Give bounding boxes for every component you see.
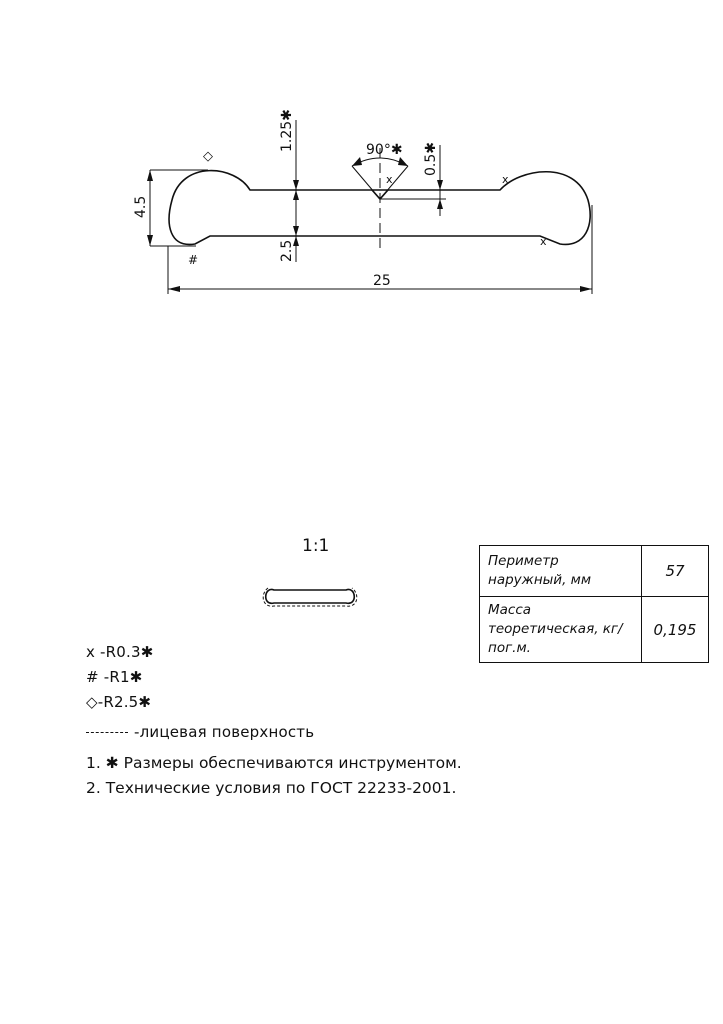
mark-hash: # bbox=[188, 253, 199, 267]
property-value: 57 bbox=[642, 546, 709, 597]
legend-face-text: -лицевая поверхность bbox=[134, 723, 315, 741]
property-label: Периметр наружный, мм bbox=[480, 546, 642, 597]
dashed-line-symbol bbox=[86, 732, 128, 733]
mark-x-right-bottom: x bbox=[540, 235, 547, 248]
table-row bbox=[480, 546, 709, 597]
scale-label: 1:1 bbox=[302, 536, 330, 556]
legend-face bbox=[86, 723, 314, 741]
legend-r03: x -R0.3✱ bbox=[86, 643, 154, 661]
properties-table bbox=[479, 545, 709, 663]
dim-length: 25 bbox=[373, 273, 391, 289]
profile-drawing bbox=[0, 0, 723, 330]
profile-thumbnail bbox=[260, 580, 360, 614]
property-value: 0,195 bbox=[642, 597, 709, 663]
dim-top: 1.25✱ bbox=[279, 109, 295, 152]
legend-r25: ◇-R2.5✱ bbox=[86, 693, 152, 711]
dim-thickness: 2.5 bbox=[279, 239, 295, 262]
dim-depth: 0.5✱ bbox=[423, 142, 439, 176]
table-row bbox=[480, 597, 709, 663]
note-2: 2. Технические условия по ГОСТ 22233-2001. bbox=[86, 779, 457, 797]
mark-x-right-top: x bbox=[502, 173, 509, 186]
mark-diamond: ◇ bbox=[203, 149, 213, 164]
property-label: Масса теоретическая, кг/пог.м. bbox=[480, 597, 642, 663]
mark-x-center: x bbox=[386, 173, 393, 186]
note-1: 1. ✱ Размеры обеспечиваются инструментом. bbox=[86, 754, 462, 772]
dim-height: 4.5 bbox=[133, 195, 149, 218]
dim-angle: 90°✱ bbox=[366, 142, 403, 158]
legend-r1: # -R1✱ bbox=[86, 668, 143, 686]
